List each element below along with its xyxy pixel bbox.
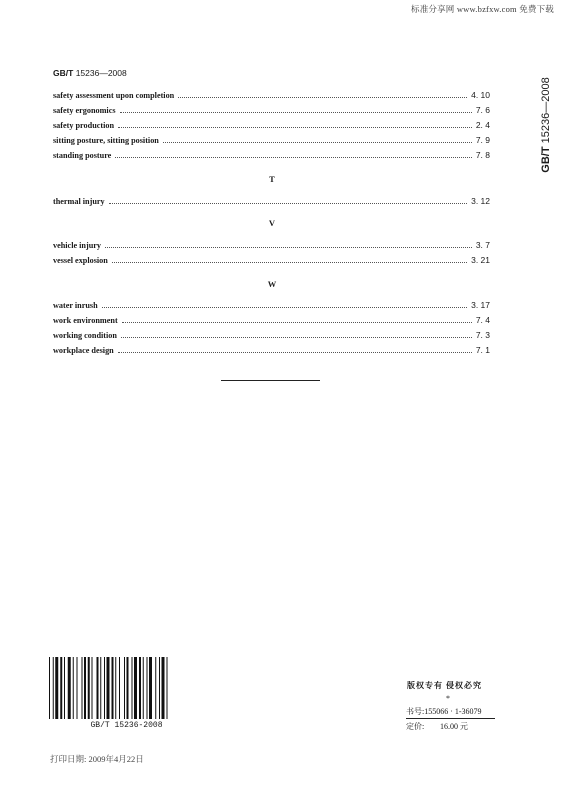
barcode-bar bbox=[115, 657, 116, 719]
index-ref: 3. 21 bbox=[471, 255, 490, 265]
index-ref: 7. 8 bbox=[475, 150, 490, 160]
index-ref: 7. 9 bbox=[475, 135, 490, 145]
separator-mark: * bbox=[446, 694, 450, 703]
leader-dots bbox=[115, 151, 471, 158]
barcode-bar bbox=[55, 657, 58, 719]
index-term: standing posture bbox=[53, 151, 112, 160]
barcode-bar bbox=[88, 657, 90, 719]
leader-dots bbox=[122, 316, 472, 323]
barcode-bar bbox=[68, 657, 71, 719]
index-ref: 4. 10 bbox=[471, 90, 490, 100]
index-ref: 2. 4 bbox=[475, 120, 490, 130]
section-letter-w: W bbox=[267, 279, 277, 289]
print-date: 打印日期: 2009年4月22日 bbox=[50, 754, 144, 764]
index-term: working condition bbox=[53, 331, 117, 340]
index-ref: 3. 12 bbox=[471, 196, 490, 206]
barcode-bar bbox=[82, 657, 83, 719]
barcode-bar bbox=[49, 657, 50, 719]
leader-dots bbox=[118, 121, 472, 128]
side-number: 15236—2008 bbox=[540, 77, 552, 144]
barcode-bar bbox=[84, 657, 86, 719]
barcode-bar bbox=[155, 657, 156, 719]
index-ref: 7. 4 bbox=[475, 315, 490, 325]
side-prefix: GB/T bbox=[540, 146, 552, 173]
barcode-text: GB/T 15236-2008 bbox=[90, 721, 163, 730]
barcode-bar bbox=[159, 657, 160, 719]
index-entry bbox=[53, 196, 490, 209]
index-entry bbox=[53, 120, 490, 133]
index-entry bbox=[53, 255, 490, 268]
index-term: safety production bbox=[53, 121, 115, 130]
index-term: workplace design bbox=[53, 346, 114, 355]
leader-dots bbox=[105, 241, 472, 248]
book-number: 书号:155066 · 1-36079 bbox=[406, 706, 495, 719]
barcode-bar bbox=[107, 657, 110, 719]
leader-dots bbox=[109, 197, 467, 204]
index-term: safety ergonomics bbox=[53, 106, 116, 115]
leader-dots bbox=[163, 136, 472, 143]
price-value: 16.00 元 bbox=[440, 722, 468, 731]
index-term: vehicle injury bbox=[53, 241, 101, 250]
index-term: work environment bbox=[53, 316, 118, 325]
barcode-bar bbox=[100, 657, 101, 719]
index-entry bbox=[53, 105, 490, 118]
index-entry bbox=[53, 330, 490, 343]
barcode-bar bbox=[92, 657, 93, 719]
index-entry bbox=[53, 315, 490, 328]
barcode-bar bbox=[124, 657, 125, 719]
index-term: water inrush bbox=[53, 301, 98, 310]
leader-dots bbox=[112, 256, 467, 263]
index-ref: 3. 7 bbox=[475, 240, 490, 250]
section-letter-t: T bbox=[269, 174, 275, 184]
barcode-bar bbox=[97, 657, 99, 719]
index-term: vessel explosion bbox=[53, 256, 108, 265]
price-label: 定价: bbox=[406, 722, 425, 731]
price-line bbox=[406, 721, 495, 732]
header-prefix: GB/T bbox=[53, 68, 74, 78]
leader-dots bbox=[121, 331, 472, 338]
index-entry bbox=[53, 345, 490, 358]
barcode-bar bbox=[77, 657, 78, 719]
index-entry bbox=[53, 135, 490, 148]
header-number: 15236—2008 bbox=[75, 68, 127, 78]
leader-dots bbox=[120, 106, 472, 113]
barcode-bar bbox=[104, 657, 105, 719]
barcode-bar bbox=[134, 657, 137, 719]
page-header bbox=[53, 68, 127, 78]
index-ref: 7. 1 bbox=[475, 345, 490, 355]
barcode-bar bbox=[53, 657, 54, 719]
leader-dots bbox=[102, 301, 467, 308]
index-entry bbox=[53, 300, 490, 313]
barcode-bar bbox=[143, 657, 144, 719]
copyright-notice: 版权专有 侵权必究 bbox=[407, 681, 482, 690]
index-entry bbox=[53, 150, 490, 163]
index-ref: 3. 17 bbox=[471, 300, 490, 310]
index-entry bbox=[53, 90, 490, 103]
barcode-bar bbox=[162, 657, 165, 719]
watermark: 标准分享网 www.bzfxw.com 免费下载 bbox=[411, 4, 554, 14]
index-ref: 7. 3 bbox=[475, 330, 490, 340]
barcode-bar bbox=[147, 657, 148, 719]
end-rule bbox=[221, 380, 320, 381]
barcode-bar bbox=[73, 657, 74, 719]
section-letter-v: V bbox=[268, 218, 276, 228]
index-ref: 7. 6 bbox=[475, 105, 490, 115]
barcode-bar bbox=[119, 657, 120, 719]
barcode-bar bbox=[167, 657, 168, 719]
index-term: sitting posture, sitting position bbox=[53, 136, 159, 145]
barcode-bar bbox=[60, 657, 62, 719]
leader-dots bbox=[178, 91, 467, 98]
barcode-bar bbox=[64, 657, 65, 719]
barcode-bar bbox=[127, 657, 129, 719]
index-term: thermal injury bbox=[53, 197, 105, 206]
barcode-bar bbox=[139, 657, 141, 719]
leader-dots bbox=[118, 346, 472, 353]
barcode-bar bbox=[112, 657, 114, 719]
side-standard-label bbox=[538, 60, 554, 190]
barcode-bar bbox=[132, 657, 133, 719]
index-term: safety assessment upon completion bbox=[53, 91, 175, 100]
index-entry bbox=[53, 240, 490, 253]
barcode bbox=[49, 657, 204, 719]
barcode-bar bbox=[149, 657, 152, 719]
